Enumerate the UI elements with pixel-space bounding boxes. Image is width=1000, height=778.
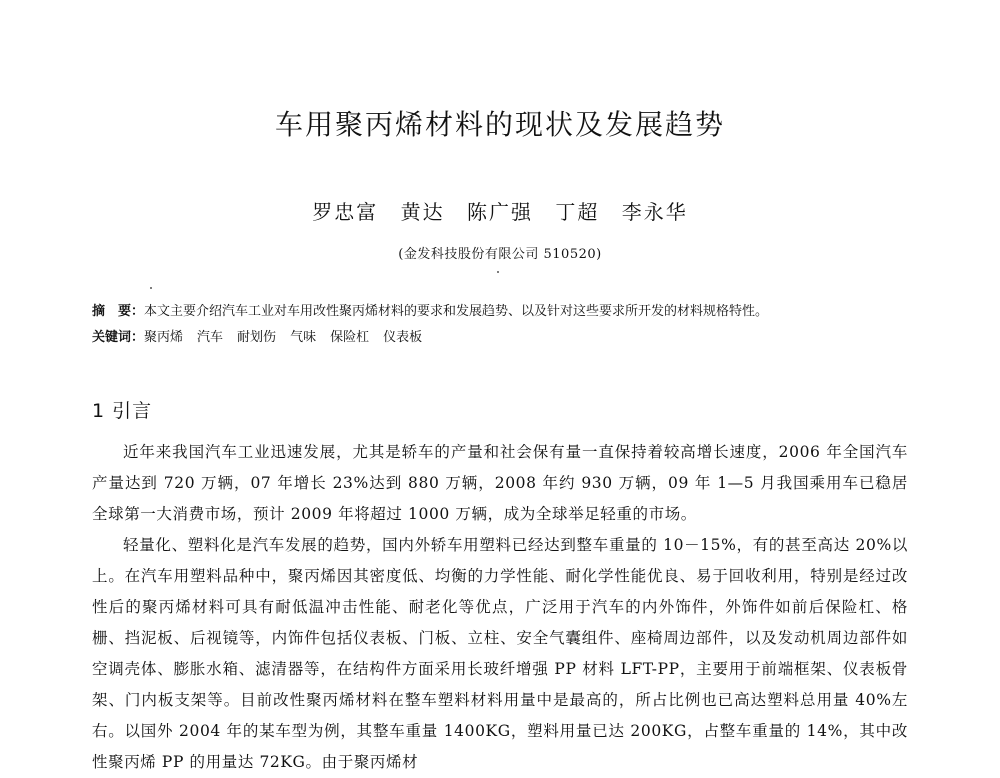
author-list bbox=[0, 196, 1000, 225]
scan-speck bbox=[497, 271, 499, 273]
keyword: 气味 bbox=[290, 330, 317, 345]
author-name: 李永华 bbox=[621, 200, 688, 224]
keywords-label: 关键词： bbox=[92, 330, 145, 345]
body-paragraph: 轻量化、塑料化是汽车发展的趋势，国内外轿车用塑料已经达到整车重量的 10－15%，有的甚至高达 20%以上。在汽车用塑料品种中，聚丙烯因其密度低、均衡的力学性能、耐化学性能优良、易于回收利用，特别是经过改性后的聚丙烯材料可具有耐低温冲击性能、耐老化等优点，广泛用于汽车的内外饰件，外饰件如前后保险杠、格栅、挡泥板、后视镜等，内饰件包括仪表板、门板、立柱、安全气囊组件、座椅周边部件，以及发动机周边部件如空调壳体、膨胀水箱、滤清器等，在结构件方面采用长玻纤增强 PP 材料 LFT-PP，主要用于前端框架、仪表板骨架、门内板支架等。目前改性聚丙烯材料在整车塑料材料用量中是最高的，所占比例也已高达塑料总用量 40%左右。以国外 2004 年的某车型为例，其整车重量 1400KG，塑料用量已达 200KG，占整车重量的 14%，其中改性聚丙烯 PP 的用量达 72KG。由于聚丙烯材 bbox=[92, 536, 908, 771]
abstract-block bbox=[92, 299, 922, 351]
author-name: 罗忠富 bbox=[312, 200, 379, 224]
keyword: 保险杠 bbox=[330, 330, 370, 345]
body-paragraph: 近年来我国汽车工业迅速发展，尤其是轿车的产量和社会保有量一直保持着较高增长速度，2006 年全国汽车产量达到 720 万辆，07 年增长 23%达到 880 万辆，2008 年约 930 万辆，09 年 1—5 月我国乘用车已稳居全球第一大消费市场，预计 2009 年将超过 1000 万辆，成为全球举足轻重的市场。 bbox=[92, 443, 908, 523]
keyword: 聚丙烯 bbox=[144, 330, 184, 345]
author-name: 陈广强 bbox=[467, 200, 533, 224]
abstract-label: 摘 要： bbox=[92, 304, 145, 319]
section-heading: 1 引言 bbox=[92, 400, 153, 422]
keyword: 耐划伤 bbox=[237, 330, 277, 345]
keywords-line bbox=[92, 325, 922, 351]
keyword: 仪表板 bbox=[383, 330, 423, 345]
paper-title: 车用聚丙烯材料的现状及发展趋势 bbox=[274, 108, 725, 141]
affiliation: (金发科技股份有限公司 510520) bbox=[398, 247, 602, 262]
keyword: 汽车 bbox=[197, 330, 224, 345]
author-name: 丁超 bbox=[555, 200, 600, 224]
abstract-text: 本文主要介绍汽车工业对车用改性聚丙烯材料的要求和发展趋势、以及针对这些要求所开发的材料规格特性。 bbox=[144, 304, 769, 319]
scan-speck bbox=[150, 287, 152, 289]
author-name: 黄达 bbox=[400, 200, 445, 224]
section-body bbox=[92, 437, 908, 778]
abstract-line bbox=[92, 299, 922, 325]
